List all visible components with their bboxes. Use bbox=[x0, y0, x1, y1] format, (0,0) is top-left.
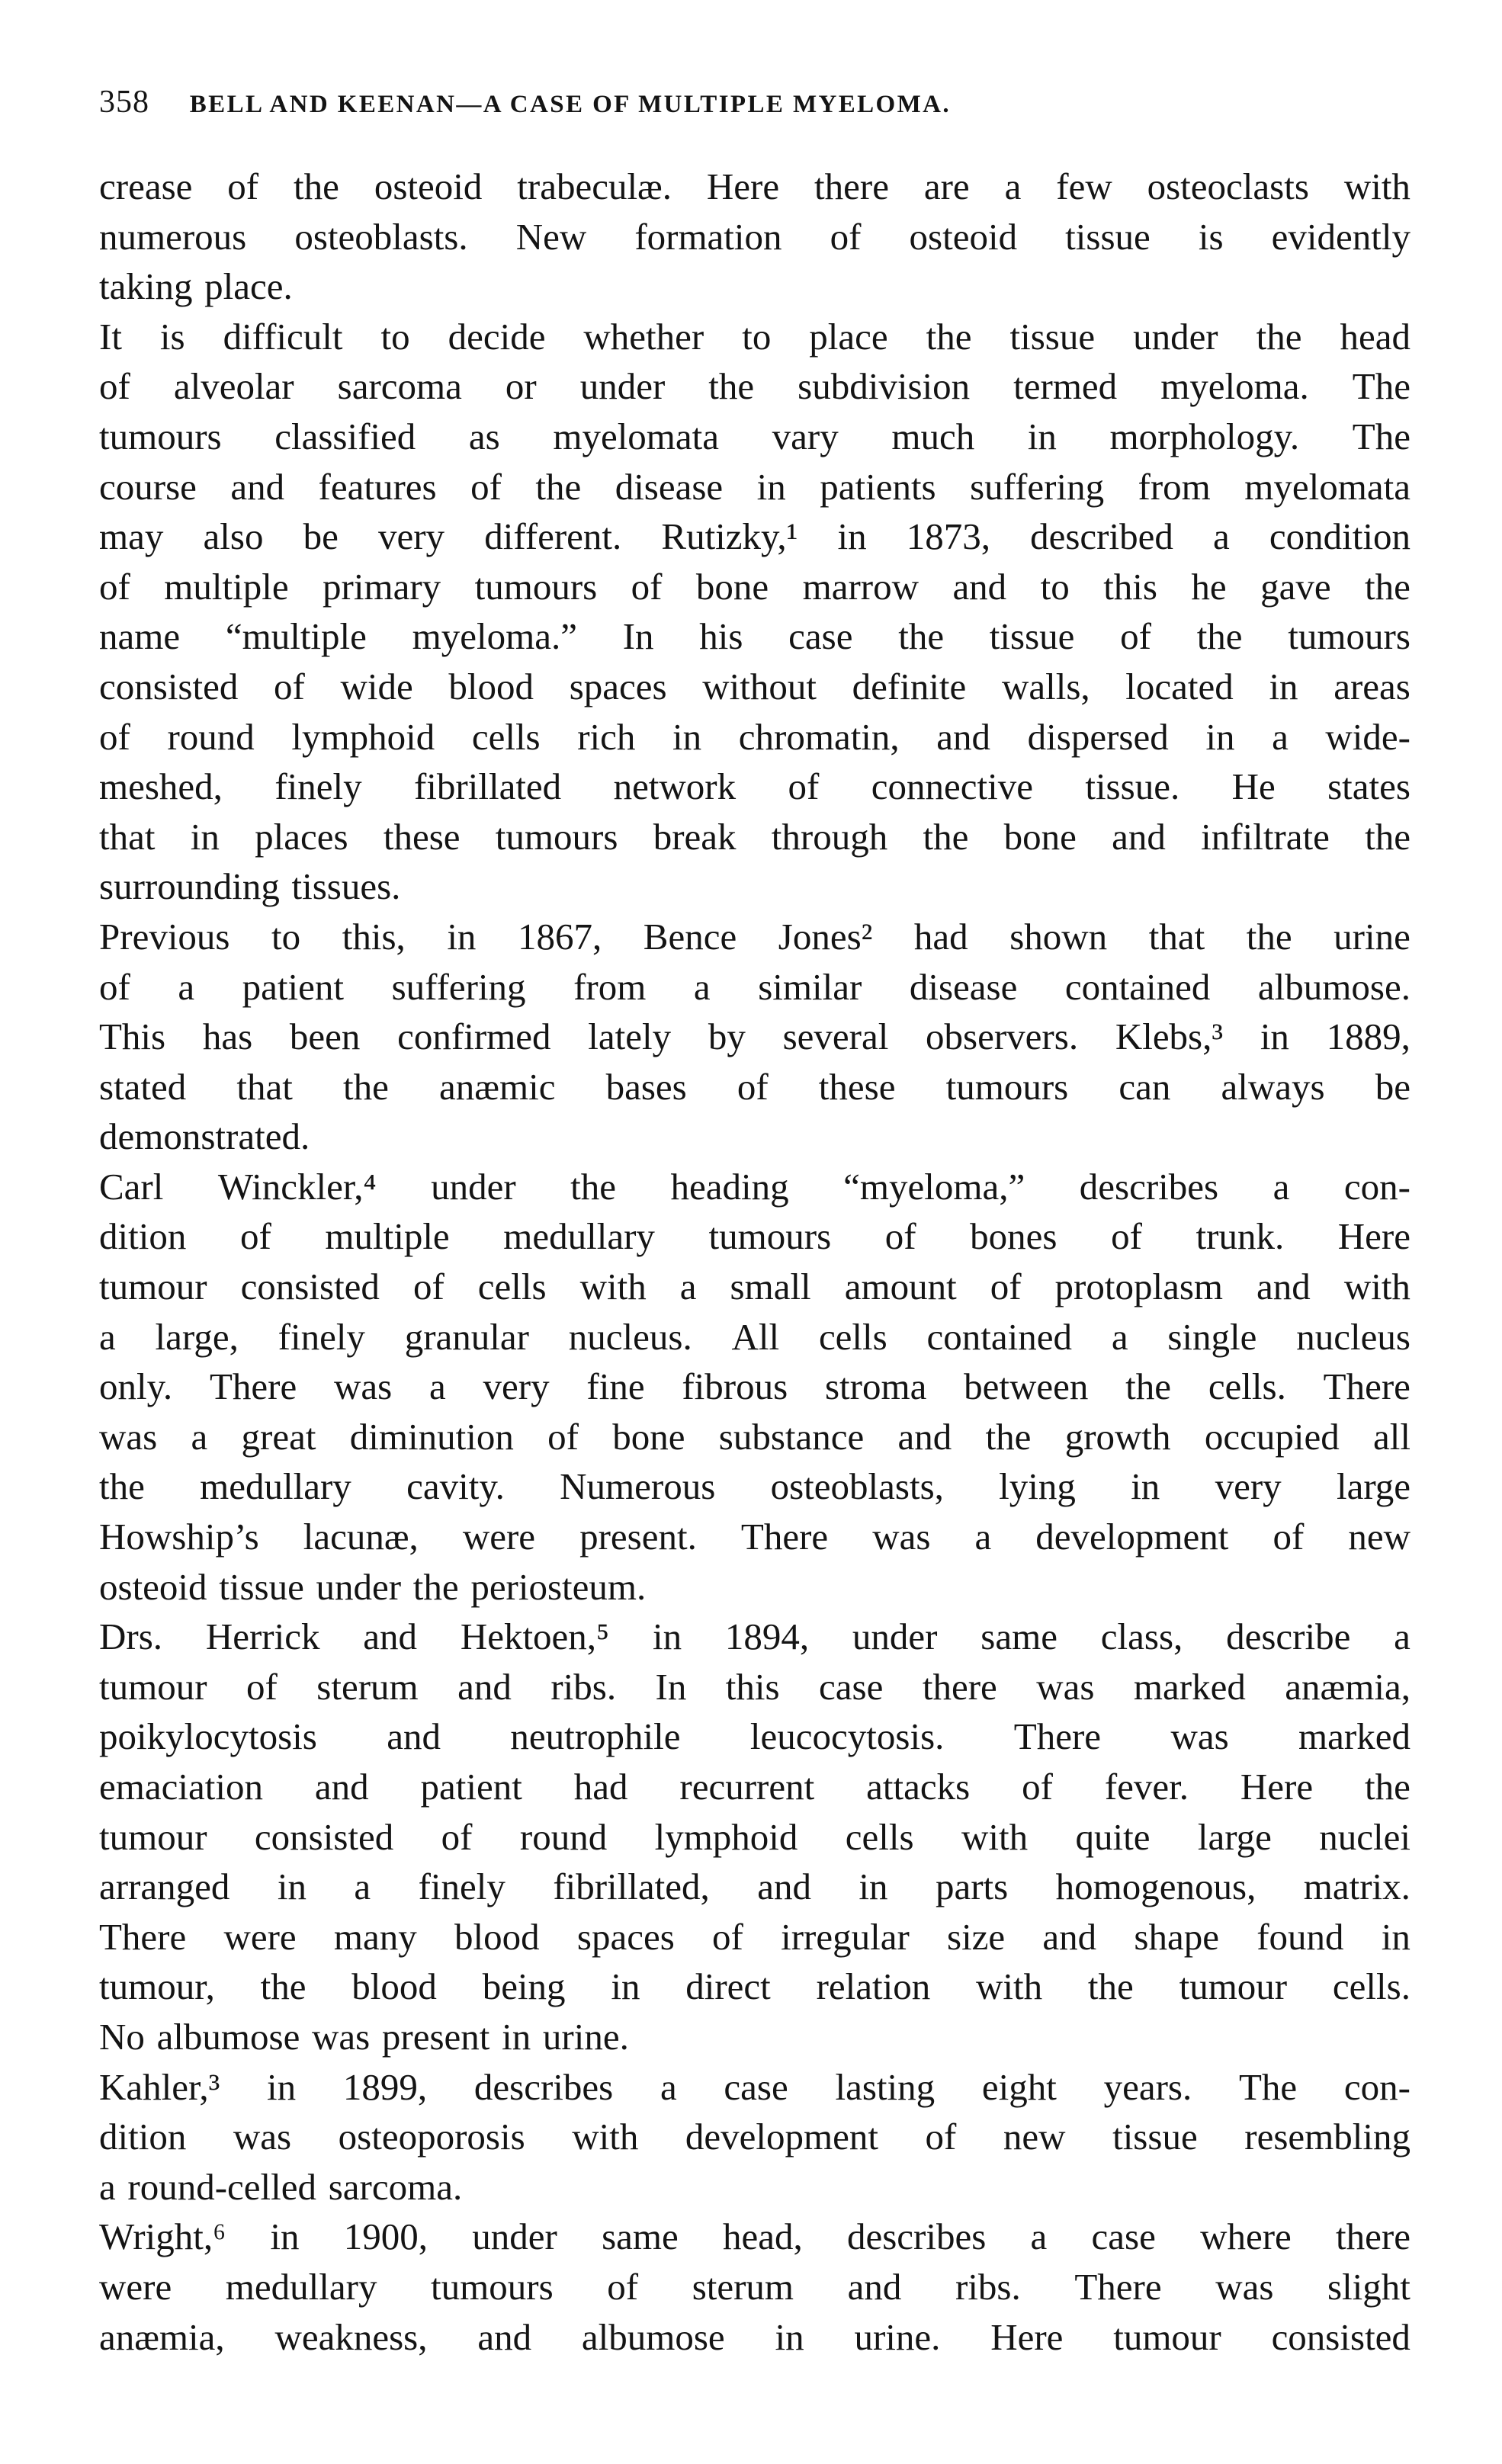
text-line: of alveolar sarcoma or under the subdivision termed myeloma. The bbox=[99, 365, 1411, 408]
text-line: of a patient suffering from a similar disease contained albumose. bbox=[99, 965, 1411, 1008]
text-line: demonstrated. bbox=[99, 1115, 310, 1158]
text-line: the medullary cavity. Numerous osteoblasts, lying in very large bbox=[99, 1465, 1411, 1508]
text-line: dition of multiple medullary tumours of bones of trunk. Here bbox=[99, 1215, 1411, 1258]
text-line: only. There was a very fine fibrous stroma between the cells. There bbox=[99, 1365, 1411, 1408]
text-line: that in places these tumours break through the bone and infiltrate the bbox=[99, 815, 1411, 858]
text-line: Kahler,³ in 1899, describes a case lasting eight years. The con- bbox=[99, 2065, 1411, 2108]
text-line: was a great diminution of bone substance and the growth occupied all bbox=[99, 1415, 1411, 1458]
text-line: may also be very different. Rutizky,¹ in 1873, described a condition bbox=[99, 515, 1411, 558]
text-line: Previous to this, in 1867, Bence Jones² had shown that the urine bbox=[99, 915, 1411, 958]
text-line: Howship’s lacunæ, were present. There was a development of new bbox=[99, 1516, 1411, 1558]
text-line: anæmia, weakness, and albumose in urine. Here tumour consisted bbox=[99, 2315, 1411, 2358]
text-line: This has been confirmed lately by several observers. Klebs,³ in 1889, bbox=[99, 1015, 1411, 1058]
text-line: Drs. Herrick and Hektoen,⁵ in 1894, under same class, describe a bbox=[99, 1615, 1411, 1658]
text-line: No albumose was present in urine. bbox=[99, 2015, 629, 2058]
text-line: were medullary tumours of sterum and ribs. There was slight bbox=[99, 2265, 1411, 2308]
text-line: meshed, finely fibrillated network of connective tissue. He states bbox=[99, 765, 1411, 808]
page-number: 358 bbox=[99, 85, 149, 120]
text-line: of multiple primary tumours of bone marrow and to this he gave the bbox=[99, 565, 1411, 608]
text-line: poikylocytosis and neutrophile leucocytosis. There was marked bbox=[99, 1715, 1411, 1758]
text-line: tumour, the blood being in direct relation with the tumour cells. bbox=[99, 1965, 1411, 2008]
text-line: taking place. bbox=[99, 265, 293, 308]
text-line: There were many blood spaces of irregular size and shape found in bbox=[99, 1915, 1411, 1958]
text-line: dition was osteoporosis with development of new tissue resembling bbox=[99, 2116, 1411, 2158]
text-line: a large, finely granular nucleus. All cells contained a single nucleus bbox=[99, 1315, 1411, 1358]
text-line: tumour of sterum and ribs. In this case there was marked anæmia, bbox=[99, 1665, 1411, 1708]
text-line: numerous osteoblasts. New formation of osteoid tissue is evidently bbox=[99, 215, 1411, 258]
text-line: tumour consisted of round lymphoid cells with quite large nuclei bbox=[99, 1815, 1411, 1858]
body-text bbox=[99, 162, 1411, 2362]
text-line: a round-celled sarcoma. bbox=[99, 2165, 463, 2208]
running-title: BELL AND KEENAN—A CASE OF MULTIPLE MYELOMA. bbox=[189, 91, 952, 118]
text-line: of round lymphoid cells rich in chromatin, and dispersed in a wide- bbox=[99, 715, 1411, 758]
text-line: tumour consisted of cells with a small amount of protoplasm and with bbox=[99, 1266, 1411, 1308]
text-line: consisted of wide blood spaces without definite walls, located in areas bbox=[99, 665, 1411, 707]
text-line: Wright,⁶ in 1900, under same head, describes a case where there bbox=[99, 2215, 1411, 2258]
text-line: stated that the anæmic bases of these tumours can always be bbox=[99, 1065, 1411, 1108]
text-line: crease of the osteoid trabeculæ. Here there are a few osteoclasts with bbox=[99, 165, 1411, 207]
text-line: tumours classified as myelomata vary much in morphology. The bbox=[99, 415, 1411, 457]
text-line: emaciation and patient had recurrent attacks of fever. Here the bbox=[99, 1766, 1411, 1808]
text-line: arranged in a finely fibrillated, and in parts homogenous, matrix. bbox=[99, 1866, 1411, 1908]
text-line: surrounding tissues. bbox=[99, 865, 401, 908]
text-line: Carl Winckler,⁴ under the heading “myeloma,” describes a con- bbox=[99, 1165, 1411, 1208]
page-header bbox=[99, 79, 1395, 125]
text-line: name “multiple myeloma.” In his case the tissue of the tumours bbox=[99, 615, 1411, 658]
text-line: course and features of the disease in patients suffering from myelomata bbox=[99, 465, 1411, 508]
text-line: osteoid tissue under the periosteum. bbox=[99, 1565, 647, 1608]
text-line: It is difficult to decide whether to place the tissue under the head bbox=[99, 315, 1411, 358]
